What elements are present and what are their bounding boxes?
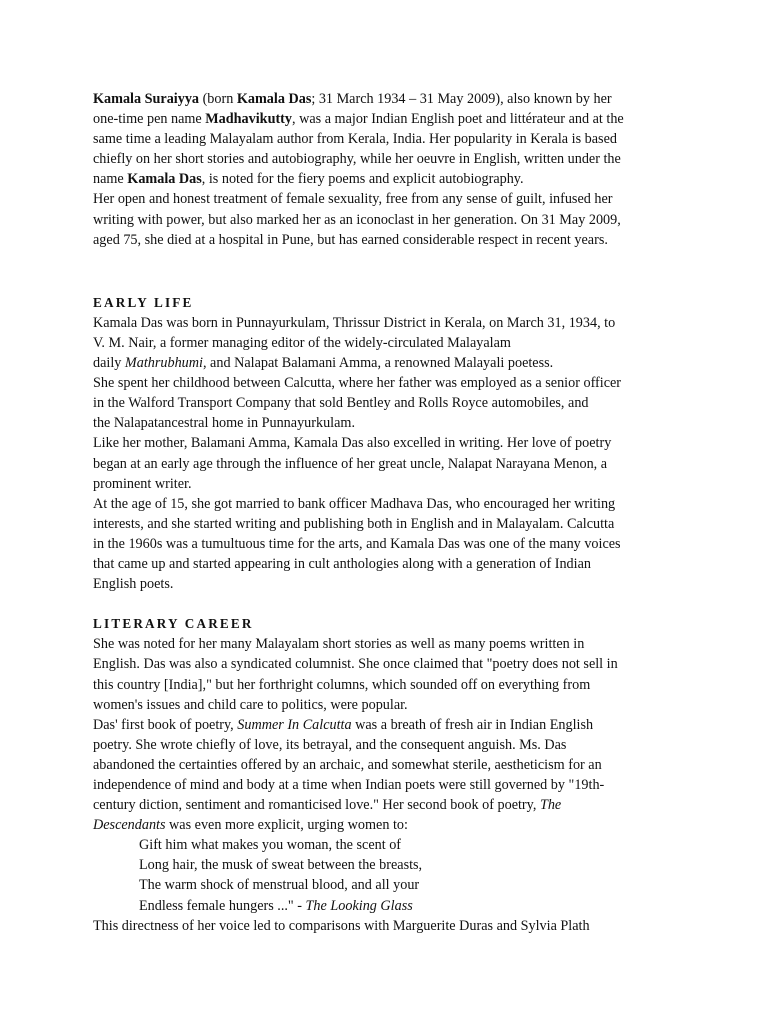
poem-line [93, 896, 683, 916]
book-title: Summer In Calcutta [237, 716, 352, 733]
book-title: Descendants [93, 817, 166, 834]
text-line: writing with power, but also marked her as an iconoclast in her generation. On 31 May 2009, [93, 211, 621, 228]
subject-name: Kamala Suraiyya [93, 91, 200, 107]
text-line [93, 795, 683, 815]
poem-line: Long hair, the musk of sweat between the breasts, [139, 857, 423, 874]
birth-name: Kamala Das [236, 91, 312, 107]
text-line: began at an early age through the influence of her great uncle, Nalapat Narayana Menon, a [93, 455, 608, 472]
text-line [93, 715, 683, 735]
text-line: abandoned the certainties offered by an archaic, and somewhat sterile, aestheticism for an [93, 756, 602, 773]
text-line: Her open and honest treatment of female sexuality, free from any sense of guilt, infused her [93, 191, 613, 208]
pen-name: Madhavikutty [205, 111, 292, 128]
literary-career-section [93, 614, 683, 936]
intro-paragraph [93, 89, 683, 250]
text-line [93, 109, 683, 129]
text-span: Das' first book of poetry, [93, 716, 238, 733]
poem-line: The warm shock of menstrual blood, and all your [139, 877, 420, 894]
poem-source-title: The Looking Glass [305, 897, 413, 914]
text-line: chiefly on her short stories and autobiography, while her oeuvre in English, written under the [93, 151, 621, 168]
text-line: She spent her childhood between Calcutta, where her father was employed as a senior officer [93, 375, 622, 392]
text-line [93, 89, 683, 109]
text-line: in the 1960s was a tumultuous time for the arts, and Kamala Das was one of the many voices [93, 535, 621, 552]
book-title: The [539, 797, 562, 814]
section-spacer [93, 250, 683, 293]
text-span: , and Nalapat Balamani Amma, a renowned Malayali poetess. [202, 355, 554, 372]
text-span: (born [199, 91, 237, 107]
text-line [93, 815, 683, 835]
text-line: English poets. [93, 576, 174, 593]
text-span: century diction, sentiment and romanticised love." Her second book of poetry, [93, 797, 540, 814]
early-life-section [93, 293, 683, 594]
text-span: name [93, 171, 128, 188]
text-span: was a breath of fresh air in Indian English [351, 716, 594, 733]
text-line: prominent writer. [93, 475, 192, 492]
text-span: , is noted for the fiery poems and explicit autobiography. [201, 171, 524, 188]
section-heading-literary-career: LITERARY CAREER [93, 616, 254, 632]
text-line: aged 75, she died at a hospital in Pune, but has earned considerable respect in recent years. [93, 231, 608, 248]
text-line: This directness of her voice led to comparisons with Marguerite Duras and Sylvia Plath [93, 917, 590, 934]
text-line: She was noted for her many Malayalam short stories as well as many poems written in [93, 636, 585, 653]
document-page [93, 89, 683, 936]
text-line: V. M. Nair, a former managing editor of the widely-circulated Malayalam [93, 334, 511, 351]
text-line: in the Walford Transport Company that sold Bentley and Rolls Royce automobiles, and [93, 395, 589, 412]
text-line [93, 353, 683, 373]
text-line: that came up and started appearing in cult anthologies along with a generation of Indian [93, 555, 591, 572]
text-line: interests, and she started writing and publishing both in English and in Malayalam. Calcutta [93, 515, 615, 532]
newspaper-title: Mathrubhumi [124, 355, 203, 372]
poem-line: Gift him what makes you woman, the scent of [139, 837, 402, 854]
text-span: Endless female hungers ..." - [139, 897, 306, 914]
poem-quote [93, 835, 683, 915]
section-spacer [93, 594, 683, 614]
text-line: English. Das was also a syndicated columnist. She once claimed that "poetry does not sell in [93, 656, 618, 673]
text-line: poetry. She wrote chiefly of love, its betrayal, and the consequent anguish. Ms. Das [93, 736, 567, 753]
text-line: At the age of 15, she got married to bank officer Madhava Das, who encouraged her writing [93, 495, 616, 512]
text-line [93, 169, 683, 189]
text-line: independence of mind and body at a time when Indian poets were still governed by "19th- [93, 777, 605, 793]
section-heading-early-life: EARLY LIFE [93, 294, 194, 310]
text-line: Like her mother, Balamani Amma, Kamala Das also excelled in writing. Her love of poetry [93, 435, 612, 452]
text-line: women's issues and child care to politics, were popular. [93, 696, 408, 713]
text-line: Kamala Das was born in Punnayurkulam, Thrissur District in Kerala, on March 31, 1934, to [93, 314, 616, 331]
text-line: same time a leading Malayalam author from Kerala, India. Her popularity in Kerala is based [93, 131, 617, 148]
text-span: one-time pen name [93, 111, 206, 128]
text-span: ; 31 March 1934 – 31 May 2009), also known by her [311, 91, 612, 107]
text-span: daily [93, 355, 125, 372]
text-line: this country [India]," but her forthright columns, which sounded off on everything from [93, 676, 591, 693]
author-name: Kamala Das [127, 171, 202, 188]
text-span: was even more explicit, urging women to: [165, 817, 408, 834]
text-line: the Nalapatancestral home in Punnayurkulam. [93, 415, 355, 432]
text-span: , was a major Indian English poet and littérateur and at the [292, 111, 624, 128]
